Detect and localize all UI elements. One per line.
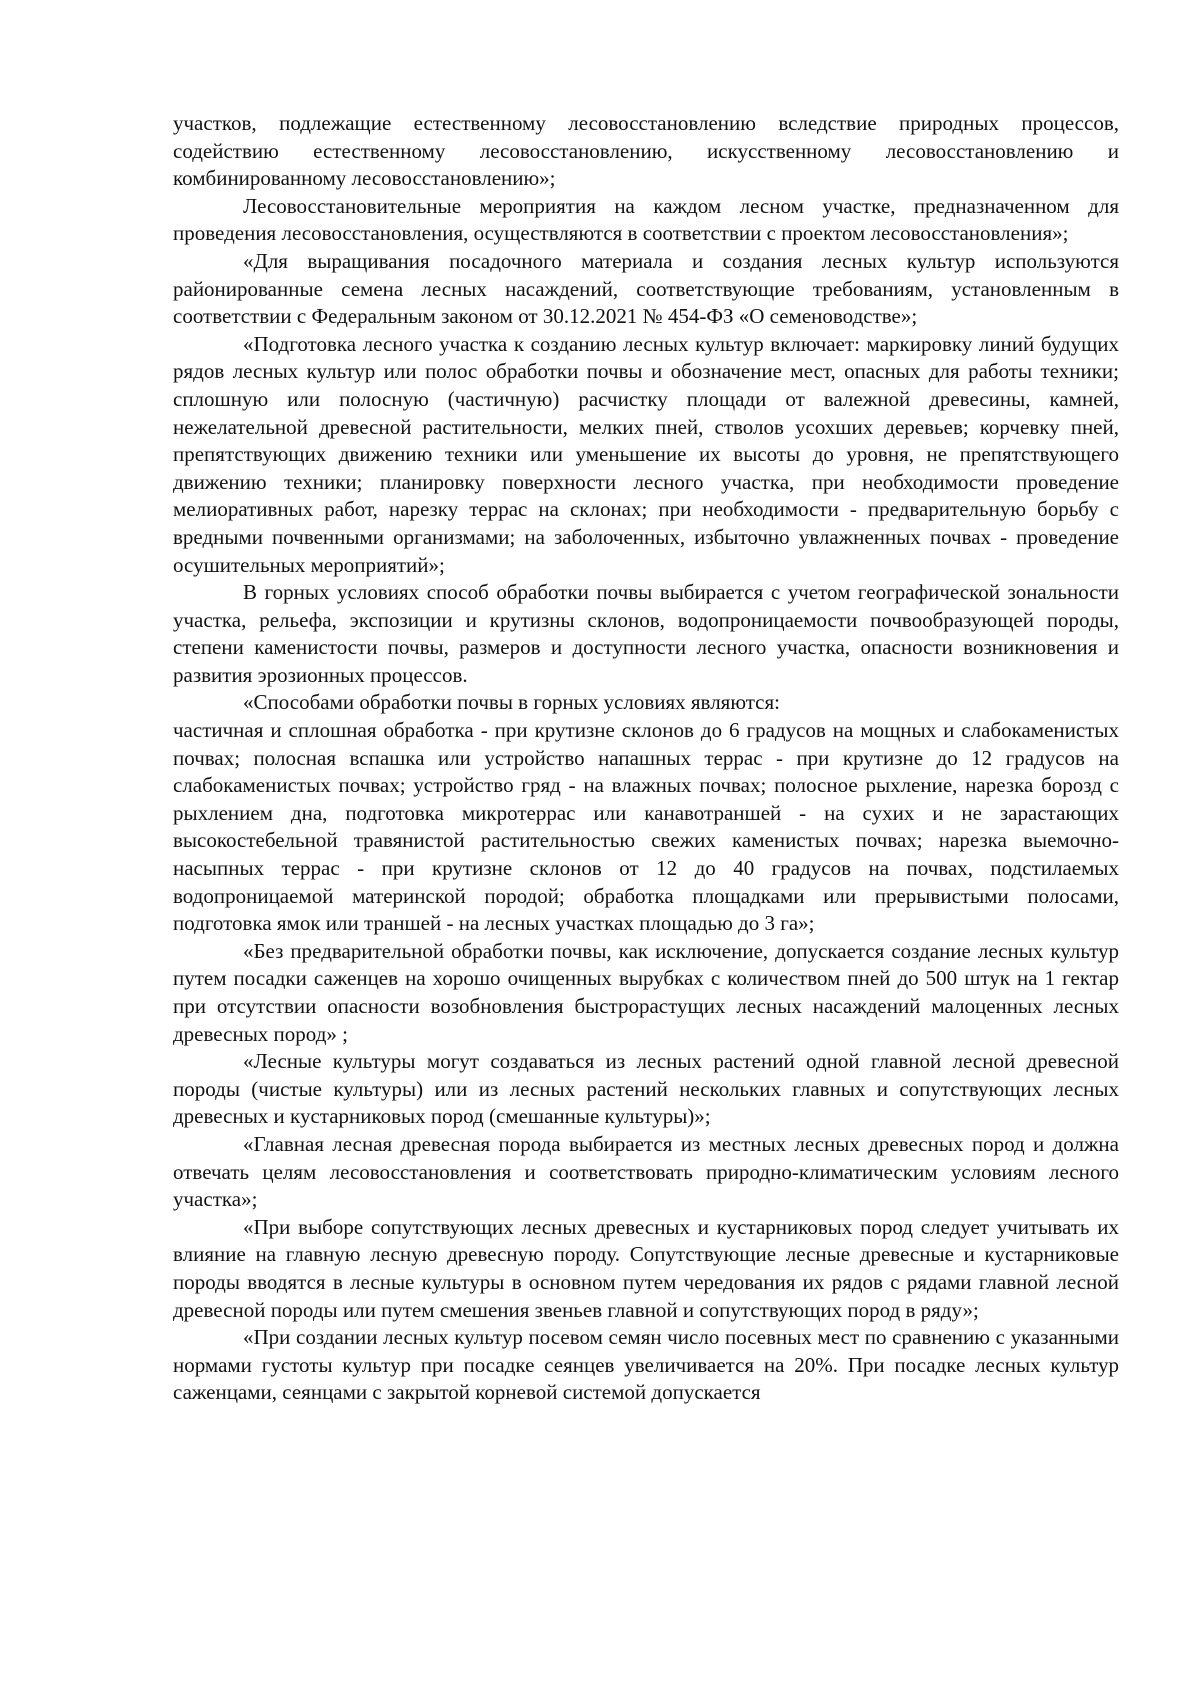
paragraph-10: «Главная лесная древесная порода выбирается из местных лесных древесных пород и должна отвечать целям лесовосстановления и соответствовать природно-климатическим условиям лесного участка»;: [173, 1131, 1119, 1212]
paragraph-7: частичная и сплошная обработка - при крутизне склонов до 6 градусов на мощных и слабокаменистых почвах; полосная вспашка или устройство напашных террас - при крутизне до 12 градусов на слабокаменистых почвах; устройство гряд - на влажных почвах; полосное рыхление, нарезка борозд с рыхлением дна, подготовка микротеррас или канавотраншей - на сухих и не зарастающих высокостебельной травянистой растительностью свежих каменистых почвах; нарезка выемочно-насыпных террас - при крутизне склонов от 12 до 40 градусов на почвах, подстилаемых водопроницаемой материнской породой; обработка площадками или прерывистыми полосами, подготовка ямок или траншей - на лесных участках площадью до 3 га»;: [173, 718, 1119, 936]
paragraph-5: В горных условиях способ обработки почвы выбирается с учетом географической зональности участка, рельефа, экспозиции и крутизны склонов, водопроницаемости почвообразующей породы, степени каменистости почвы, размеров и доступности лесного участка, опасности возникновения и развития эрозионных процессов.: [173, 580, 1119, 687]
paragraph-11: «При выборе сопутствующих лесных древесных и кустарниковых пород следует учитывать их влияние на главную лесную древесную породу. Сопутствующие лесные древесные и кустарниковые породы вводятся в лесные культуры в основном путем чередования их рядов с рядами главной лесной древесной породы или путем смешения звеньев главной и сопутствующих пород в ряду»;: [173, 1214, 1119, 1322]
paragraph-1: участков, подлежащие естественному лесовосстановлению вследствие природных процессов, содействию естественному лесовосстановлению, искусственному лесовосстановлению и комбинированному лесовосстановлению»;: [173, 111, 1119, 191]
document-page: [173, 110, 1119, 1407]
paragraph-12: «При создании лесных культур посевом семян число посевных мест по сравнению с указанными нормами густоты культур при посадке сеянцев увеличивается на 20%. При посадке лесных культур саженцами, сеянцами с закрытой корневой системой допускается: [173, 1325, 1119, 1405]
paragraph-2: Лесовосстановительные мероприятия на каждом лесном участке, предназначенном для проведения лесовосстановления, осуществляются в соответствии с проектом лесовосстановления»;: [173, 193, 1119, 246]
paragraph-4: «Подготовка лесного участка к созданию лесных культур включает: маркировку линий будущих рядов лесных культур или полос обработки почвы и обозначение мест, опасных для работы техники; сплошную или полосную (частичную) расчистку площади от валежной древесины, камней, нежелательной древесной растительности, мелких пней, стволов усохших деревьев; корчевку пней, препятствующих движению техники или уменьшение их высоты до уровня, не препятствующего движению техники; планировку поверхности лесного участка, при необходимости проведение мелиоративных работ, нарезку террас на склонах; при необходимости - предварительную борьбу с вредными почвенными организмами; на заболоченных, избыточно увлажненных почвах - проведение осушительных мероприятий»;: [173, 331, 1119, 577]
paragraph-8: «Без предварительной обработки почвы, как исключение, допускается создание лесных культур путем посадки саженцев на хорошо очищенных вырубках с количеством пней до 500 штук на 1 гектар при отсутствии опасности возобновления быстрорастущих лесных насаждений малоценных лесных древесных пород» ;: [173, 938, 1119, 1046]
paragraph-3: «Для выращивания посадочного материала и создания лесных культур используются районированные семена лесных насаждений, соответствующие требованиям, установленным в соответствии с Федеральным законом от 30.12.2021 № 454-ФЗ «О семеноводстве»;: [173, 248, 1119, 329]
paragraph-6: «Способами обработки почвы в горных условиях являются:: [243, 690, 780, 715]
paragraph-9: «Лесные культуры могут создаваться из лесных растений одной главной лесной древесной породы (чистые культуры) или из лесных растений нескольких главных и сопутствующих лесных древесных и кустарниковых пород (смешанные культуры)»;: [173, 1049, 1119, 1129]
